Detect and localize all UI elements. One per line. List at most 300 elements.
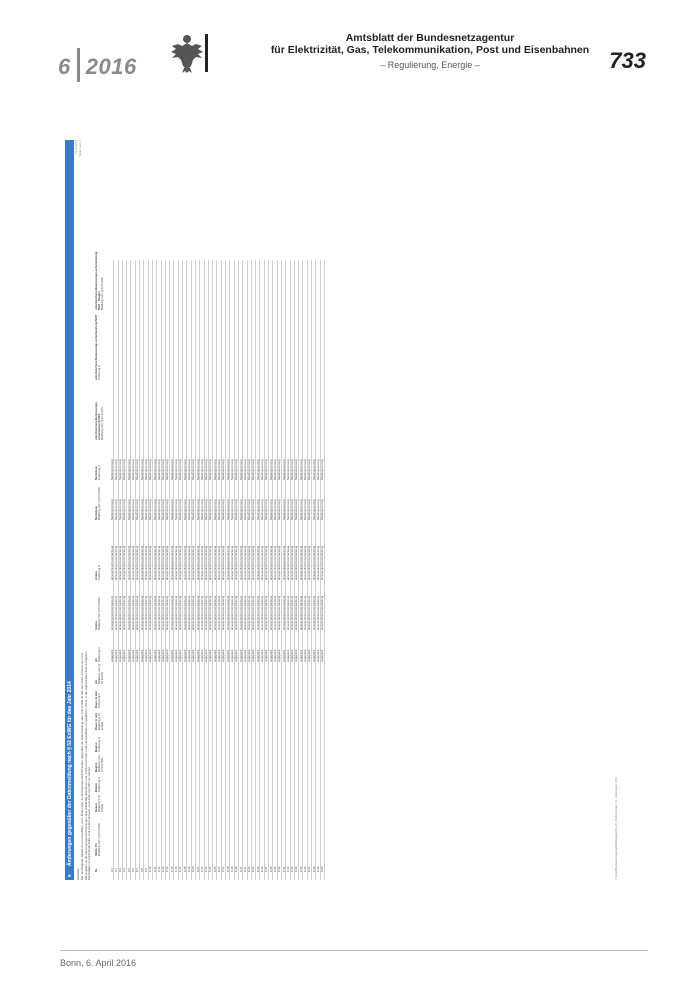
cell-anlass: atmosphärische Einwirkung	[225, 595, 230, 630]
column-header	[95, 814, 101, 856]
row-number: 9.26	[217, 866, 221, 872]
cell-netzebene: Niederspannung	[126, 499, 131, 520]
cell-netzebene: Niederspannung	[255, 499, 260, 520]
cell-anlass-change: atmosphärische Einwirkung	[290, 545, 295, 580]
row-number: 9.47	[307, 866, 312, 872]
column-header	[95, 482, 101, 520]
table-note: Hinweise:	[76, 867, 80, 880]
cell-anlass: atmosphärische Einwirkung	[118, 595, 123, 630]
cell-netzebene-change: Niederspannung	[234, 459, 239, 480]
column-header-label: Anlass	[94, 620, 98, 630]
cell-anlass-change: atmosphärische Einwirkung	[247, 545, 252, 580]
cell-netzebene: Niederspannung	[122, 499, 127, 520]
cell-art: ungeplant	[242, 649, 247, 662]
cell-netzebene: Niederspannung	[148, 499, 153, 520]
column-header-sub: Meldung nach § 52 EnWG	[100, 407, 105, 440]
publication-title	[220, 32, 640, 56]
cell-netzebene-change: Niederspannung	[156, 459, 161, 480]
cell-anlass-change: atmosphärische Einwirkung	[294, 545, 299, 580]
cell-netzebene: Niederspannung	[229, 499, 234, 520]
row-number: 9.49	[315, 866, 320, 872]
row-number: 9.50	[320, 866, 325, 872]
cell-anlass-change: atmosphärische Einwirkung	[234, 545, 239, 580]
column-header-label: Anlass	[94, 570, 98, 580]
cell-netzebene: Niederspannung	[277, 499, 282, 520]
cell-anlass: atmosphärische Einwirkung	[268, 595, 273, 630]
cell-anlass-change: atmosphärische Einwirkung	[169, 545, 174, 580]
cell-anlass: atmosphärische Einwirkung	[298, 595, 303, 630]
row-number: 9.5	[126, 868, 131, 872]
cell-netzebene: Niederspannung	[303, 499, 307, 520]
cell-art: ungeplant	[307, 649, 312, 662]
cell-art: ungeplant	[139, 649, 144, 662]
cell-netzebene-change: Niederspannung	[255, 459, 260, 480]
cell-anlass: atmosphärische Einwirkung	[204, 595, 209, 630]
cell-netzebene-change: Niederspannung	[208, 459, 213, 480]
cell-netzebene: Niederspannung	[234, 499, 239, 520]
cell-art: ungeplant	[118, 649, 123, 662]
cell-netzebene: Niederspannung	[217, 499, 221, 520]
column-header-sub: Änderung in	[97, 364, 102, 380]
cell-anlass: atmosphärische Einwirkung	[229, 595, 234, 630]
section-number: 9	[66, 874, 72, 877]
cell-anlass: atmosphärische Einwirkung	[315, 595, 320, 630]
row-number: 9.46	[303, 866, 307, 872]
cell-art: ungeplant	[225, 649, 230, 662]
row-number: 9.30	[234, 866, 239, 872]
column-header-sub: Meldung nach § 52 EnWG	[97, 664, 105, 684]
cell-netzebene: Niederspannung	[242, 499, 247, 520]
column-header-sub: Änderung in	[97, 692, 102, 708]
cell-anlass: atmosphärische Einwirkung	[156, 595, 161, 630]
column-header	[95, 664, 105, 684]
row-number: 9.1	[109, 868, 114, 872]
publication-title-line2: für Elektrizität, Gas, Telekommunikation, Post und Eisenbahnen	[270, 44, 590, 56]
cell-netzebene: Niederspannung	[131, 499, 135, 520]
cell-anlass-change: atmosphärische Einwirkung	[320, 545, 325, 580]
cell-netzebene-change: Niederspannung	[178, 459, 183, 480]
cell-netzebene-change: Niederspannung	[212, 459, 217, 480]
cell-netzebene: Niederspannung	[161, 499, 166, 520]
column-header-sub: Änderung in	[97, 564, 102, 580]
cell-anlass-change: atmosphärische Einwirkung	[268, 545, 273, 580]
cell-anlass-change: atmosphärische Einwirkung	[238, 545, 243, 580]
column-header-label: Dauer in min	[94, 691, 98, 708]
cell-anlass: atmosphärische Einwirkung	[294, 595, 299, 630]
cell-netzebene: Niederspannung	[152, 499, 157, 520]
cell-art: ungeplant	[109, 649, 114, 662]
cell-anlass: atmosphärische Einwirkung	[152, 595, 157, 630]
cell-anlass-change: atmosphärische Einwirkung	[217, 545, 221, 580]
issue-year: 2016	[85, 54, 137, 79]
cell-anlass: atmosphärische Einwirkung	[139, 595, 144, 630]
column-header-label: unterbrochene Bemessungs-scheinleistung NS/T - Zeugen	[94, 251, 102, 310]
table-meta	[75, 140, 82, 280]
row-number: 9.10	[148, 866, 153, 872]
row-number: 9.45	[298, 866, 303, 872]
cell-netzebene: Niederspannung	[294, 499, 299, 520]
issue-separator	[77, 48, 80, 82]
column-header-sub: Meldung nach § 52 EnWG	[100, 277, 105, 310]
cell-anlass: atmosphärische Einwirkung	[281, 595, 286, 630]
cell-anlass-change: atmosphärische Einwirkung	[264, 545, 269, 580]
cell-netzebene-change: Niederspannung	[174, 459, 178, 480]
cell-anlass-change: atmosphärische Einwirkung	[182, 545, 187, 580]
cell-anlass: atmosphärische Einwirkung	[238, 595, 243, 630]
footer-rule	[60, 950, 648, 951]
cell-art: ungeplant	[161, 649, 166, 662]
row-number: 9.39	[272, 866, 277, 872]
cell-netzebene: Niederspannung	[113, 499, 118, 520]
column-header-sub: Meldung nach § 52 EnWG	[97, 487, 102, 520]
column-header-label: unterbrochene Bemessungs-scheinleistung NS/T	[94, 314, 98, 380]
cell-anlass-change: atmosphärische Einwirkung	[156, 545, 161, 580]
cell-netzebene-change: Niederspannung	[191, 459, 196, 480]
cell-art: ungeplant	[152, 649, 157, 662]
row-number: 9.6	[131, 868, 135, 872]
cell-netzebene: Niederspannung	[118, 499, 123, 520]
cell-netzebene: Niederspannung	[251, 499, 256, 520]
cell-art: ungeplant	[156, 649, 161, 662]
cell-anlass: atmosphärische Einwirkung	[131, 595, 135, 630]
column-header-label: Datum	[94, 803, 98, 812]
row-number: 9.41	[281, 866, 286, 872]
cell-art: ungeplant	[294, 649, 299, 662]
row-number: 9.44	[294, 866, 299, 872]
row-number: 9.20	[191, 866, 196, 872]
cell-anlass-change: atmosphärische Einwirkung	[212, 545, 217, 580]
cell-netzebene: Niederspannung	[225, 499, 230, 520]
row-number: 9.11	[152, 866, 157, 872]
cell-art: ungeplant	[303, 649, 307, 662]
column-header-label: unterbrochene Bemessungs-scheinleistung NS/T	[94, 401, 102, 440]
cell-netzebene-change: Niederspannung	[135, 459, 140, 480]
column-header-sub: Meldung § 52 EnWG	[97, 713, 105, 730]
column-header	[95, 686, 101, 708]
column-header-label: Datum	[94, 783, 98, 792]
cell-netzebene-change: Niederspannung	[268, 459, 273, 480]
cell-netzebene-change: Niederspannung	[109, 459, 114, 480]
cell-anlass: atmosphärische Einwirkung	[113, 595, 118, 630]
cell-netzebene: Niederspannung	[165, 499, 170, 520]
column-header	[95, 382, 105, 440]
row-number: 9.17	[178, 866, 183, 872]
cell-anlass-change: atmosphärische Einwirkung	[281, 545, 286, 580]
cell-netzebene-change: Niederspannung	[277, 459, 282, 480]
cell-anlass-change: atmosphärische Einwirkung	[126, 545, 131, 580]
cell-netzebene: Niederspannung	[186, 499, 191, 520]
column-header	[95, 250, 105, 310]
column-header	[95, 632, 101, 662]
column-header-sub: Änderung in	[97, 736, 102, 752]
cell-netzebene-change: Niederspannung	[307, 459, 312, 480]
cell-anlass-change: atmosphärische Einwirkung	[178, 545, 183, 580]
cell-netzebene-change: Niederspannung	[298, 459, 303, 480]
cell-netzebene: Niederspannung	[178, 499, 183, 520]
cell-netzebene-change: Niederspannung	[126, 459, 131, 480]
row-number: 9.8	[139, 868, 144, 872]
header-divider	[205, 34, 208, 72]
cell-netzebene-change: Niederspannung	[281, 459, 286, 480]
row-number: 9.18	[182, 866, 187, 872]
row-number: 9.42	[285, 866, 290, 872]
row-number: 9.3	[118, 868, 123, 872]
cell-art: ungeplant	[264, 649, 269, 662]
row-number: 9.29	[229, 866, 234, 872]
cell-anlass: atmosphärische Einwirkung	[212, 595, 217, 630]
cell-anlass-change: atmosphärische Einwirkung	[139, 545, 144, 580]
cell-netzebene-change: Niederspannung	[161, 459, 166, 480]
cell-anlass-change: atmosphärische Einwirkung	[143, 545, 148, 580]
cell-anlass-change: atmosphärische Einwirkung	[251, 545, 256, 580]
cell-anlass-change: atmosphärische Einwirkung	[229, 545, 234, 580]
cell-netzebene: Niederspannung	[290, 499, 295, 520]
column-header-sub: Meldung nach § 52 EnWG	[97, 823, 102, 856]
row-number: 9.13	[161, 866, 166, 872]
cell-netzebene-change: Niederspannung	[290, 459, 295, 480]
cell-netzebene-change: Niederspannung	[225, 459, 230, 480]
cell-anlass-change: atmosphärische Einwirkung	[122, 545, 127, 580]
cell-anlass: atmosphärische Einwirkung	[174, 595, 178, 630]
cell-art: ungeplant	[260, 649, 264, 662]
cell-art: ungeplant	[169, 649, 174, 662]
cell-art: ungeplant	[135, 649, 140, 662]
cell-anlass-change: atmosphärische Einwirkung	[161, 545, 166, 580]
cell-netzebene-change: Niederspannung	[143, 459, 148, 480]
cell-netzebene: Niederspannung	[199, 499, 204, 520]
cell-netzebene: Niederspannung	[169, 499, 174, 520]
cell-netzebene: Niederspannung	[238, 499, 243, 520]
table-meta-line: Seite 1 von 1	[77, 140, 82, 157]
cell-netzebene-change: Niederspannung	[148, 459, 153, 480]
cell-art: ungeplant	[277, 649, 282, 662]
cell-art: ungeplant	[191, 649, 196, 662]
row-number: 9.33	[247, 866, 252, 872]
cell-anlass: atmosphärische Einwirkung	[126, 595, 131, 630]
row-number: 9.38	[268, 866, 273, 872]
cell-anlass-change: atmosphärische Einwirkung	[277, 545, 282, 580]
cell-anlass: atmosphärische Einwirkung	[186, 595, 191, 630]
cell-anlass-change: atmosphärische Einwirkung	[118, 545, 123, 580]
cell-netzebene: Niederspannung	[143, 499, 148, 520]
table-row	[320, 260, 325, 880]
row-number: 9.27	[221, 866, 226, 872]
cell-anlass-change: atmosphärische Einwirkung	[174, 545, 178, 580]
cell-anlass: atmosphärische Einwirkung	[122, 595, 127, 630]
column-header	[95, 312, 101, 380]
column-header-label: Netzebene	[94, 506, 98, 520]
column-header-sub: Meldung § 52 EnWG	[97, 795, 105, 812]
cell-netzebene-change: Niederspannung	[272, 459, 277, 480]
cell-netzebene: Niederspannung	[135, 499, 140, 520]
table-note: Nachträglich zu ergänzende Zeilen sind mit dem Vermerk „neue Zeile“ kenntlich zu machen.	[87, 766, 92, 880]
cell-netzebene: Niederspannung	[264, 499, 269, 520]
cell-anlass-change: atmosphärische Einwirkung	[165, 545, 170, 580]
cell-netzebene-change: Niederspannung	[139, 459, 144, 480]
row-number: 9.40	[277, 866, 282, 872]
cell-netzebene: Niederspannung	[281, 499, 286, 520]
footer-place-date: Bonn, 6. April 2016	[60, 958, 137, 968]
cell-anlass-change: atmosphärische Einwirkung	[315, 545, 320, 580]
column-header	[95, 854, 98, 872]
row-number: 9.14	[165, 866, 170, 872]
cell-anlass: atmosphärische Einwirkung	[221, 595, 226, 630]
column-header	[95, 774, 101, 792]
table-title: Änderungen gegenüber der Datenmeldung nach § 52 EnWG für das Jahr 2014	[66, 681, 73, 866]
cell-anlass: atmosphärische Einwirkung	[272, 595, 277, 630]
cell-art: ungeplant	[272, 649, 277, 662]
cell-anlass-change: atmosphärische Einwirkung	[242, 545, 247, 580]
column-header-label: Dauer in min	[94, 713, 98, 730]
cell-art: ungeplant	[122, 649, 127, 662]
cell-anlass: atmosphärische Einwirkung	[307, 595, 312, 630]
publication-subtitle: – Regulierung, Energie –	[380, 60, 480, 70]
cell-netzebene: Niederspannung	[221, 499, 226, 520]
cell-art: ungeplant	[290, 649, 295, 662]
cell-anlass: atmosphärische Einwirkung	[182, 595, 187, 630]
cell-netzebene: Niederspannung	[182, 499, 187, 520]
cell-anlass-change: atmosphärische Einwirkung	[135, 545, 140, 580]
cell-netzebene: Niederspannung	[307, 499, 312, 520]
column-header-label: Art	[94, 657, 98, 662]
column-header-sub: Änderung in	[97, 646, 102, 662]
table-meta-line: 14.03.2016	[74, 140, 78, 154]
column-header-sub: Meldung nach § 52 EnWG	[97, 754, 105, 772]
cell-anlass: atmosphärische Einwirkung	[169, 595, 174, 630]
publication-title-line1: Amtsblatt der Bundesnetzagentur	[345, 32, 515, 44]
column-header-sub: Änderung in	[97, 464, 102, 480]
cell-art: ungeplant	[229, 649, 234, 662]
row-number: 9.24	[208, 866, 213, 872]
cell-netzebene-change: Niederspannung	[199, 459, 204, 480]
cell-netzebene-change: Niederspannung	[122, 459, 127, 480]
cell-anlass: atmosphärische Einwirkung	[161, 595, 166, 630]
row-number: 9.34	[251, 866, 256, 872]
column-header-label: Nr.	[94, 868, 98, 872]
cell-netzebene: Niederspannung	[298, 499, 303, 520]
cell-netzebene-change: Niederspannung	[251, 459, 256, 480]
cell-anlass: atmosphärische Einwirkung	[199, 595, 204, 630]
cell-netzebene: Niederspannung	[156, 499, 161, 520]
cell-anlass: atmosphärische Einwirkung	[148, 595, 153, 630]
row-number: 9.48	[311, 866, 316, 872]
cell-art: ungeplant	[195, 649, 200, 662]
cell-art: ungeplant	[255, 649, 260, 662]
column-header-label: Beginn	[94, 742, 98, 752]
row-number: 9.21	[195, 866, 200, 872]
cell-netzebene-change: Niederspannung	[221, 459, 226, 480]
cell-art: ungeplant	[208, 649, 213, 662]
column-header	[95, 710, 105, 730]
cell-netzebene-change: Niederspannung	[320, 459, 325, 480]
cell-anlass-change: atmosphärische Einwirkung	[255, 545, 260, 580]
row-number: 9.12	[156, 866, 161, 872]
cell-anlass-change: atmosphärische Einwirkung	[148, 545, 153, 580]
cell-anlass-change: atmosphärische Einwirkung	[186, 545, 191, 580]
cell-netzebene-change: Niederspannung	[260, 459, 264, 480]
cell-netzebene-change: Niederspannung	[303, 459, 307, 480]
federal-eagle-icon	[168, 30, 206, 74]
cell-anlass: atmosphärische Einwirkung	[277, 595, 282, 630]
cell-art: ungeplant	[174, 649, 178, 662]
cell-art: ungeplant	[178, 649, 183, 662]
cell-netzebene: Niederspannung	[195, 499, 200, 520]
row-number: 9.16	[174, 866, 178, 872]
cell-art: ungeplant	[131, 649, 135, 662]
cell-netzebene: Niederspannung	[212, 499, 217, 520]
cell-netzebene: Niederspannung	[109, 499, 114, 520]
cell-anlass: atmosphärische Einwirkung	[320, 595, 325, 630]
cell-art: ungeplant	[217, 649, 221, 662]
row-number: 9.23	[204, 866, 209, 872]
cell-anlass: atmosphärische Einwirkung	[251, 595, 256, 630]
cell-art: ungeplant	[113, 649, 118, 662]
cell-anlass: atmosphärische Einwirkung	[109, 595, 114, 630]
cell-anlass: atmosphärische Einwirkung	[290, 595, 295, 630]
cell-netzebene: Niederspannung	[204, 499, 209, 520]
cell-netzebene: Niederspannung	[311, 499, 316, 520]
cell-netzebene-change: Niederspannung	[311, 459, 316, 480]
cell-art: ungeplant	[186, 649, 191, 662]
row-number: 9.25	[212, 866, 217, 872]
cell-netzebene-change: Niederspannung	[182, 459, 187, 480]
cell-anlass: atmosphärische Einwirkung	[303, 595, 307, 630]
cell-netzebene-change: Niederspannung	[186, 459, 191, 480]
cell-art: ungeplant	[182, 649, 187, 662]
cell-netzebene-change: Niederspannung	[169, 459, 174, 480]
column-header-label: lfd.Nr. VU	[94, 843, 98, 856]
row-number: 9.19	[186, 866, 191, 872]
column-header	[95, 522, 101, 580]
row-number: 9.22	[199, 866, 204, 872]
cell-netzebene: Niederspannung	[285, 499, 290, 520]
column-header	[95, 794, 105, 812]
cell-anlass: atmosphärische Einwirkung	[165, 595, 170, 630]
cell-netzebene-change: Niederspannung	[247, 459, 252, 480]
table-note: Alle Angaben zu den Versorgungsunterbrechungen sind vollständig aufzuführen und, entsprechend der in den Auswahllisten vorgegebenen Werte, in der zugeordneten Zeile anzugeben.	[83, 650, 88, 880]
row-number: 9.35	[255, 866, 260, 872]
cell-anlass: atmosphärische Einwirkung	[217, 595, 221, 630]
cell-netzebene-change: Niederspannung	[315, 459, 320, 480]
row-number: 9.7	[135, 868, 140, 872]
cell-netzebene-change: Niederspannung	[118, 459, 123, 480]
row-number: 9.4	[122, 868, 127, 872]
column-header	[95, 442, 101, 480]
cell-art: ungeplant	[234, 649, 239, 662]
cell-netzebene-change: Niederspannung	[195, 459, 200, 480]
cell-netzebene: Niederspannung	[272, 499, 277, 520]
cell-anlass-change: atmosphärische Einwirkung	[260, 545, 264, 580]
cell-netzebene-change: Niederspannung	[229, 459, 234, 480]
row-number: 9.36	[260, 866, 264, 872]
cell-anlass-change: atmosphärische Einwirkung	[303, 545, 307, 580]
cell-anlass-change: atmosphärische Einwirkung	[221, 545, 226, 580]
cell-anlass-change: atmosphärische Einwirkung	[204, 545, 209, 580]
table-notes	[77, 280, 92, 880]
table-title-bar	[65, 140, 74, 880]
cell-netzebene-change: Niederspannung	[294, 459, 299, 480]
cell-art: ungeplant	[221, 649, 226, 662]
cell-art: ungeplant	[126, 649, 131, 662]
cell-anlass-change: atmosphärische Einwirkung	[298, 545, 303, 580]
cell-anlass-change: atmosphärische Einwirkung	[225, 545, 230, 580]
cell-anlass: atmosphärische Einwirkung	[242, 595, 247, 630]
cell-netzebene-change: Niederspannung	[242, 459, 247, 480]
cell-anlass-change: atmosphärische Einwirkung	[311, 545, 316, 580]
cell-anlass-change: atmosphärische Einwirkung	[307, 545, 312, 580]
cell-art: ungeplant	[251, 649, 256, 662]
cell-art: ungeplant	[165, 649, 170, 662]
